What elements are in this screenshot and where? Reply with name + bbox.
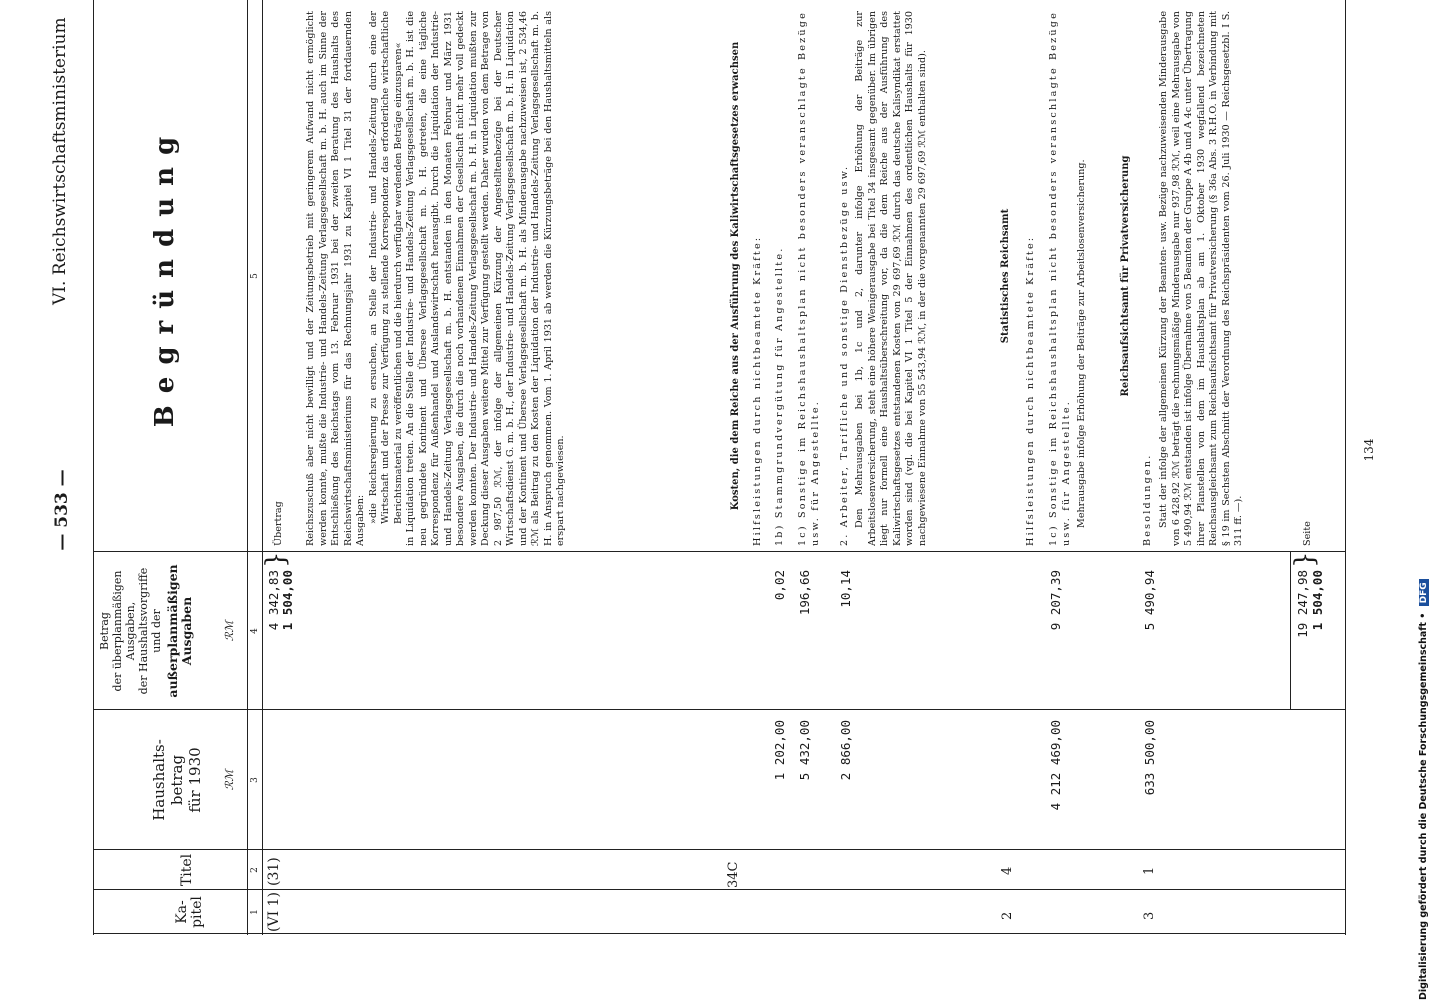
item-4-text: Mehrausgabe infolge Erhöhung der Beiträge zur Arbeitslosenversicherung. (1076, 159, 1087, 528)
titel-34c: 34C (726, 861, 741, 888)
seite-label: Seite (1302, 521, 1313, 546)
col-sep-titel (93, 889, 1345, 890)
betrag-4: 9 207,39 (1048, 570, 1063, 631)
col-header-begruendung: Begründung (150, 124, 180, 428)
col-header-haushalt-unit: ℛℳ (223, 769, 236, 791)
haushalt-1c: 5 432,00 (797, 720, 812, 781)
total-1: 19 247,98 (1295, 570, 1310, 638)
item-4-1c: 1c) Sonstige im Reichshaushaltsplan nicht besonders veranschlagte Bezüge usw. für Angestellte. (1048, 11, 1072, 546)
haushalt-1b: 1 202,00 (772, 720, 787, 781)
besoldungen-heading: Besoldungen. (1142, 453, 1153, 546)
item-1c: 1c) Sonstige im Reichshaushaltsplan nicht besonders veranschlagte Bezüge usw. für Angestellte. (797, 11, 821, 546)
titel-4: 4 (1000, 866, 1015, 875)
betrag-1b: 0,02 (772, 570, 787, 601)
begruendung-text-main (305, 11, 568, 546)
betrag-2: 10,14 (838, 570, 853, 608)
total-rule (1290, 552, 1291, 710)
col-header-betrag: Betrag der überplanmäßigen Ausgaben, der Haushaltsvorgriffe und der (98, 567, 163, 695)
haushalt-2: 2 866,00 (838, 720, 853, 781)
paragraph-liquidation: in Liquidation treten. An die Stelle der Industrie- und Handels-Zeitung Verlagsgesellschaft m. b. H. ist die neu gegründete Kontinent und Übersee Verlagsgesellschaft m. b. H. getreten, die eine tägliche Korrespondenz für Außenhandel und Auslandswirtschaft herausgibt. Durch die Liquidation der Industrie- und Handels-Zeitung Verlagsgesellschaft m. b. H. entstanden in den Monaten Februar und März 1931 besondere Ausgaben, die durch die noch vorhandenen Einnahmen der Gesellschaft nicht mehr voll gedeckt werden konnten. Der Industrie- und Handels-Zeitung Verlagsgesellschaft m. b. H. in Liquidation mußten zur Deckung dieser Ausgaben weitere Mittel zur Verfügung gestellt werden. Daher wurden von dem Betrage von 2 987,50 ℛℳ, der infolge der allgemeinen Kürzung der Angestelltenbezüge bei der Deutscher Wirtschaftsdienst G. m. b. H., der Industrie- und Handels-Zeitung Verlagsgesellschaft m. b. H. in Liquidation und der Kontinent und Übersee Verlagsgesellschaft m. b. H. als Minderausgabe nachzuweisen ist, 2 534,46 ℛℳ als Beitrag zu den Kosten der Liquidation der Industrie- und Handels-Zeitung Verlagsgesellschaft m. b. H. in Anspruch genommen. Vom 1. April 1931 ab werden die Kürzungsbeträge bei den Haushaltsmitteln als erspart nachgewiesen. (405, 11, 566, 546)
table-top-rule (93, 0, 94, 935)
betrag-3-1: 5 490,94 (1142, 570, 1157, 631)
haushalt-3-1: 633 500,00 (1142, 720, 1157, 796)
item-2: 2. Arbeiter, Tarifliche und sonstige Dienstbezüge usw. (839, 164, 850, 546)
section-privatversicherung-title: Reichsaufsichtsamt für Privatversicherung (1120, 155, 1131, 397)
section-kali-title: Kosten, die dem Reiche aus der Ausführung des Kaliwirtschaftsgesetzes erwachsen (730, 41, 741, 511)
page-number-bottom: 134 (1362, 438, 1376, 462)
besoldungen-text: Statt der infolge der allgemeinen Kürzung der Beamten- usw. Bezüge nachzuweisenden Minderausgabe von 6 428,92 ℛℳ beträgt die rechnungsmäßige Minderausgabe nur 937,98 ℛℳ, weil eine Mehrausgabe von 5 490,94 ℛℳ entstanden ist infolge Übernahme von 5 Beamten der Gruppe A 4b und A 4c unter Übertragung ihrer Planstellen von dem im Haushaltsplan ab am 1. Oktober 1930 wegfallend bezeichneten Reichsausgleichsamt zum Reichsaufsichtsamt für Privatversicherung (§ 36a Abs. 3 R.H.O. in Verbindung mit § 19 im Sechsten Abschnitt der Verordnung des Reichspräsidenten vom 26. Juli 1930 — Reichsgesetzbl. I S. 311 ff. —). (1158, 11, 1244, 546)
col-header-haushalt: Haushalts- betrag für 1930 (150, 739, 204, 821)
col-number-1: 1 (250, 909, 260, 915)
paragraph-quote: »die Reichsregierung zu ersuchen, an Stelle der Industrie- und Handels-Zeitung durch eine der Wirtschaft und der Presse zur Verfügung zu stellende Korrespondenz das erforderliche wirtschaftliche Berichtsmaterial zu veröffentlichen und die hierdurch verfügbar werdenden Beträge einzusparen« (367, 11, 404, 524)
col-number-4: 4 (250, 628, 260, 634)
betrag-uebertrag-2: 1 504,00 (280, 570, 295, 631)
kapitel-3: 3 (1142, 911, 1157, 920)
titel-1: 1 (1142, 866, 1157, 875)
hilfsleistungen-heading-2: Hilfsleistungen durch nichtbeamtete Kräfte: (1025, 235, 1036, 546)
paragraph-reichszuschuss: Reichszuschuß aber nicht bewilligt und der Zeitungsbetrieb mit geringerem Aufwand nicht ermöglicht werden konnte, mußte die Industrie- und Handels-Zeitung Verlagsgesellschaft m. b. H. auch im Sinne der Entschließung des Reichstags vom 13. Februar 1931 bei der zweiten Beratung des Haushalts des Reichswirtschaftsministeriums für das Rechnungsjahr 1931 zu Kapitel VI 1 Titel 31 der fortdauernden Ausgaben: (305, 11, 366, 546)
brace-seite: } (1290, 551, 1320, 568)
dfg-watermark-text: Digitalisierung gefördert durch die Deutsche Forschungsgemeinschaft • (1418, 612, 1429, 1000)
col-header-kapitel: Ka- pitel (174, 896, 205, 928)
item-2-text: Den Mehrausgaben bei 1b, 1c und 2, darunter infolge Erhöhung der Beiträge zur Arbeitslosenversicherung, steht eine höhere Wenigerausgabe bei Titel 34 insgesamt gegenüber. Im übrigen liegt nur formell eine Haushaltsüberschreitung vor, da die dem Reiche aus der Ausführung des Kaliwirtschaftsgesetzes entstandenen Kosten von 29 697,69 ℛℳ durch das deutsche Kalisyndikat erstattet worden sind (vgl. die bei Kapitel VI 1 Titel 5 der Einnahmen des ordentlichen Haushalts für 1930 nachgewiesene Einnahme von 55 543,94 ℛℳ, in der die vorgenannten 29 697,69 ℛℳ enthalten sind). (854, 11, 928, 546)
ministry-header: VI. Reichswirtschaftsministerium (50, 17, 70, 305)
kapitel-2: 2 (1000, 911, 1015, 920)
haushalt-4: 4 212 469,00 (1048, 720, 1063, 811)
brace-uebertrag: } (261, 551, 291, 568)
table-bottom-rule (1345, 0, 1346, 935)
page-number-header: — 533 — (52, 469, 72, 551)
uebertrag-label: Übertrag (273, 501, 284, 546)
col-header-betrag-unit: ℛℳ (223, 620, 236, 642)
header-bottom-rule (247, 0, 248, 935)
kapitel-vi1: (VI 1) (266, 892, 282, 932)
col-number-3: 3 (250, 777, 260, 783)
item-1b: 1b) Stammgrundvergütung für Angestellte. (774, 246, 785, 546)
col-number-5: 5 (250, 273, 260, 279)
betrag-1c: 196,66 (797, 570, 812, 616)
hilfsleistungen-heading-1: Hilfsleistungen durch nichtbeamtete Kräfte: (752, 235, 763, 546)
betrag-uebertrag-1: 4 342,83 (266, 570, 281, 631)
section-statistik-title: Statistisches Reichsamt (1000, 208, 1011, 344)
col-sep-haushalt (93, 849, 1345, 850)
col-number-2: 2 (250, 867, 260, 873)
titel-31: (31) (266, 857, 282, 886)
col-header-betrag-bold: außerplanmäßigen Ausgaben (165, 564, 194, 698)
colno-bottom-rule (262, 0, 263, 935)
dfg-logo: DFG (1419, 579, 1429, 606)
col-sep-kapitel (93, 933, 1345, 934)
col-header-titel: Titel (179, 853, 195, 887)
total-2: 1 504,00 (1310, 570, 1325, 631)
